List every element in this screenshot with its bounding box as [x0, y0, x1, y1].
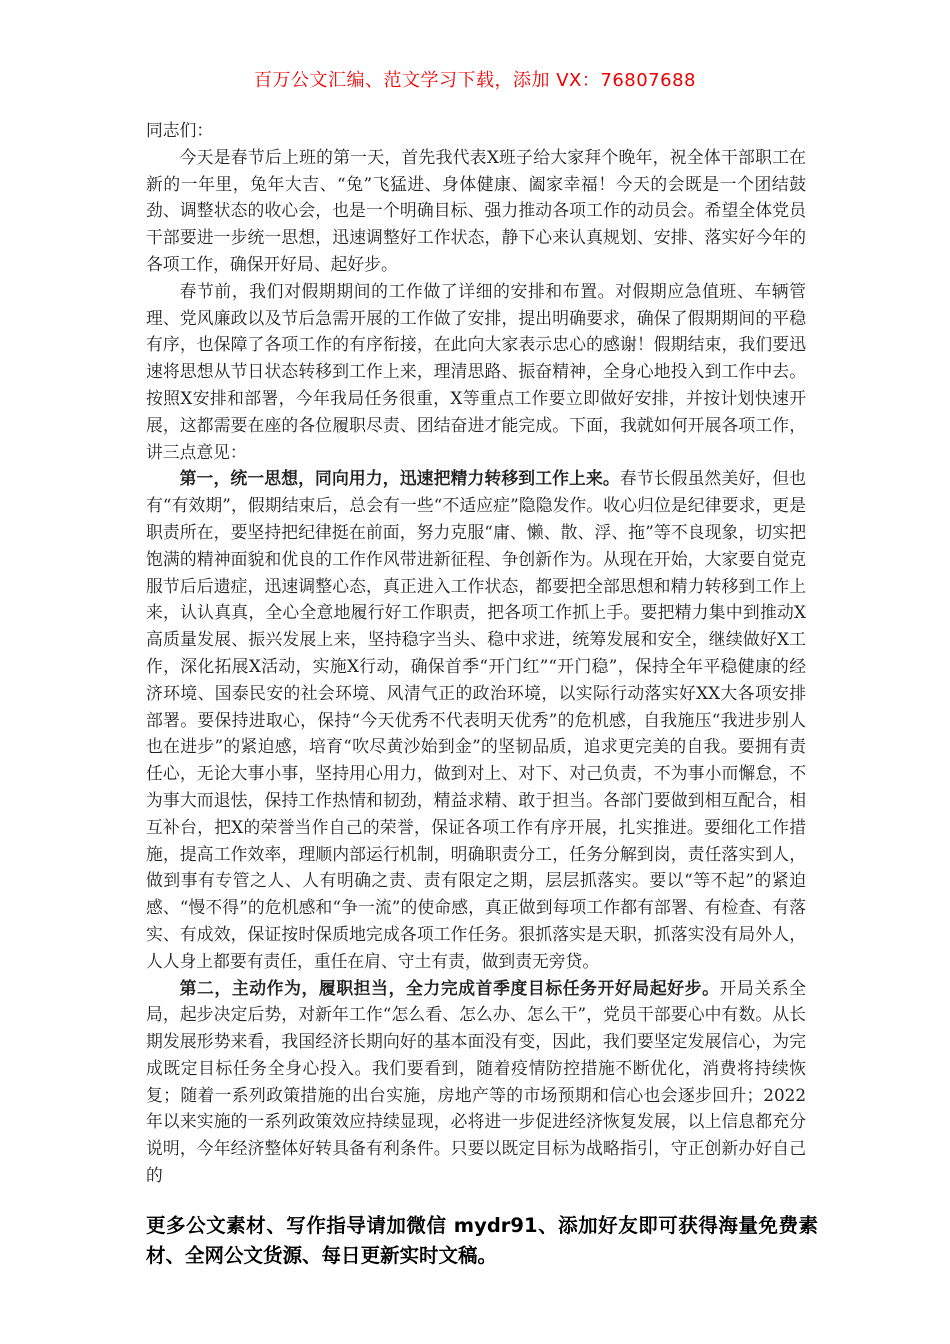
paragraph-1: 今天是春节后上班的第一天，首先我代表X班子给大家拜个晚年，祝全体干部职工在新的一年里，兔年大吉、“兔”飞猛进、身体健康、阖家幸福！今天的会既是一个团结鼓劲、调整状态的收心会，也是一个明确目标、强力推动各项工作的动员会。希望全体党员干部要进一步统一思想，迅速调整好工作状态，静下心来认真规划、安排、落实好今年的各项工作，确保开好局、起好步。	[146, 146, 806, 274]
header-banner: 百万公文汇编、范文学习下载，添加 VX：76807688	[254, 70, 696, 91]
paragraph-4	[146, 975, 806, 1189]
paragraph-2: 春节前，我们对假期期间的工作做了详细的安排和布置。对假期应急值班、车辆管理、党风廉政以及节后急需开展的工作做了安排，提出明确要求，确保了假期期间的平稳有序，也保障了各项工作的有序衔接，在此向大家表示忠心的感谢！假期结束，我们要迅速将思想从节日状态转移到工作上来，理清思路、振奋精神，全身心地投入到工作中去。按照X安排和部署，今年我局任务很重，X等重点工作要立即做好安排，并按计划快速开展，这都需要在座的各位履职尽责、团结奋进才能完成。下面，我就如何开展各项工作，讲三点意见：	[146, 280, 806, 462]
paragraph-3	[146, 465, 806, 974]
document-body	[146, 117, 806, 1189]
paragraph-4-text: 开局关系全局，起步决定后势，对新年工作“怎么看、怎么办、怎么干”，党员干部要心中有数。从长期发展形势来看，我国经济长期向好的基本面没有变，因此，我们要坚定发展信心，为完成既定目标任务全身心投入。我们要看到，随着疫情防控措施不断优化，消费将持续恢复；随着一系列政策措施的出台实施，房地产等的市场预期和信心也会逐步回升；2022年以来实施的一系列政策效应持续显现，必将进一步促进经济恢复发展，以上信息都充分说明，今年经济整体好转具备有利条件。只要以既定目标为战略指引，守正创新办好自己的	[146, 977, 806, 1186]
footer-promo: 更多公文素材、写作指导请加微信 mydr91、添加好友即可获得海量免费素材、全网公文货源、每日更新实时文稿。	[146, 1214, 818, 1267]
section-heading-1: 第一，统一思想，同向用力，迅速把精力转移到工作上来。	[179, 468, 620, 489]
section-heading-2: 第二，主动作为，履职担当，全力完成首季度目标任务开好局起好步。	[179, 977, 720, 998]
paragraph-3-text: 春节长假虽然美好，但也有“有效期”，假期结束后，总会有一些“不适应症”隐隐发作。收心归位是纪律要求，更是职责所在，要坚持把纪律挺在前面，努力克服“庸、懒、散、浮、拖”等不良现象，切实把饱满的精神面貌和优良的工作作风带进新征程、争创新作为。从现在开始，大家要自觉克服节后后遗症，迅速调整心态，真正进入工作状态，都要把全部思想和精力转移到工作上来，认认真真，全心全意地履行好工作职责，把各项工作抓上手。要把精力集中到推动X高质量发展、振兴发展上来，坚持稳字当头、稳中求进，统筹发展和安全，继续做好X工作，深化拓展X活动，实施X行动，确保首季“开门红”“开门稳”，保持全年平稳健康的经济环境、国泰民安的社会环境、风清气正的政治环境，以实际行动落实好XX大各项安排部署。要保持进取心，保持“今天优秀不代表明天优秀”的危机感，自我施压“我进步别人也在进步”的紧迫感，培育“吹尽黄沙始到金”的坚韧品质，追求更完美的自我。要拥有责任心，无论大事小事，坚持用心用力，做到对上、对下、对己负责，不为事小而懈怠，不为事大而退怯，保持工作热情和韧劲，精益求精、敢于担当。各部门要做到相互配合，相互补台，把X的荣誉当作自己的荣誉，保证各项工作有序开展，扎实推进。要细化工作措施，提高工作效率，理顺内部运行机制，明确职责分工，任务分解到岗，责任落实到人，做到事有专管之人、人有明确之责、责有限定之期，层层抓落实。要以“等不起”的紧迫感、“慢不得”的危机感和“争一流”的使命感，真正做到每项工作都有部署、有检查、有落实、有成效，保证按时保质地完成各项工作任务。狠抓落实是天职，抓落实没有局外人，人人身上都要有责任，重任在肩、守土有责，做到责无旁贷。	[146, 468, 806, 971]
salutation: 同志们：	[146, 120, 214, 140]
